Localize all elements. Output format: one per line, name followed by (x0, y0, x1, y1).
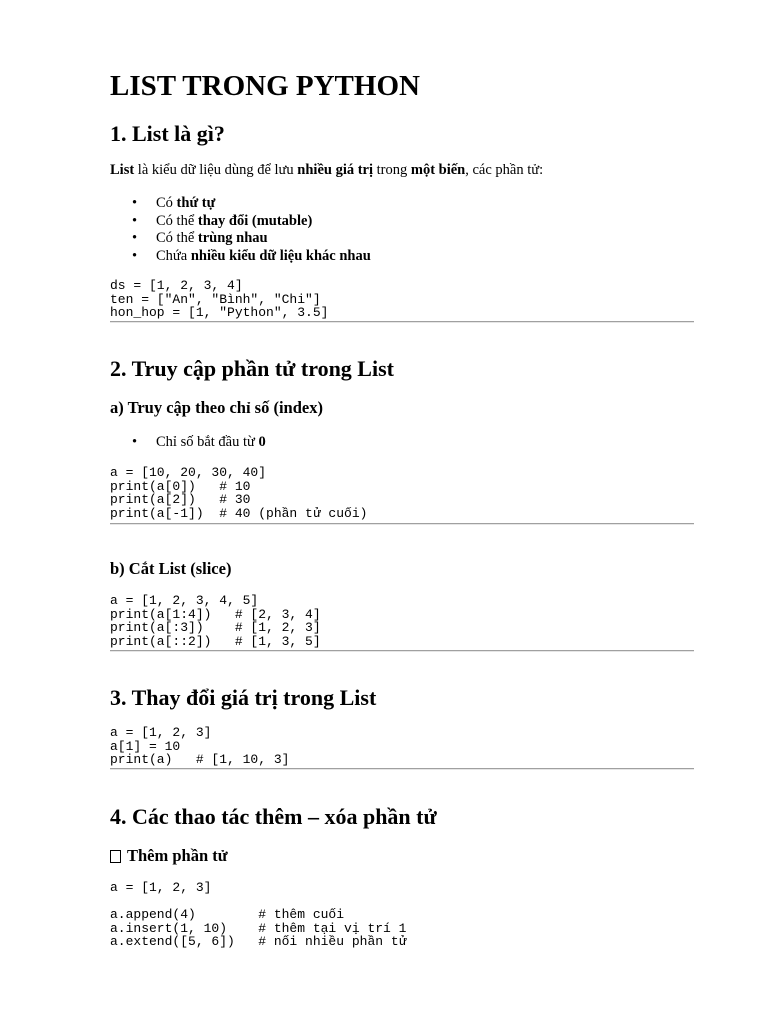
section-3-heading: 3. Thay đổi giá trị trong List (110, 685, 377, 710)
section-4-subheading (110, 846, 228, 866)
checkbox-icon (110, 850, 121, 863)
section-2b-heading: b) Cắt List (slice) (110, 559, 232, 578)
intro-term-one-variable: một biến (410, 162, 466, 178)
section-4-heading: 4. Các thao tác thêm – xóa phần tử (110, 804, 437, 829)
code-block-index-access: a = [10, 20, 30, 40] print(a[0]) # 10 print(a[2]) # 30 print(a[-1]) # 40 (phần tử cuối) (110, 465, 368, 521)
divider (110, 650, 694, 652)
divider (110, 768, 694, 770)
divider (110, 523, 694, 525)
list-item: • Chứa nhiều kiểu dữ liệu khác nhau (110, 248, 371, 266)
list-item: • Có thứ tự (110, 195, 371, 213)
code-block-init: a = [1, 2, 3] (110, 880, 212, 895)
list-item: • Chỉ số bắt đầu từ 0 (110, 434, 266, 452)
section-4-subheading-label: Thêm phần tử (127, 846, 228, 865)
intro-text-3: , các phần tử: (465, 162, 544, 178)
intro-text-2: trong (373, 162, 411, 178)
section-1-intro (110, 162, 543, 179)
intro-term-list: List (110, 162, 135, 178)
list-item: • Có thể thay đổi (mutable) (110, 213, 371, 231)
section-1-bullet-list (110, 195, 371, 265)
code-block-add-methods: a.append(4) # thêm cuối a.insert(1, 10) # thêm tại vị trí 1 a.extend([5, 6]) # nối nhiều phần tử (110, 907, 407, 950)
divider (110, 321, 694, 323)
section-2a-heading: a) Truy cập theo chỉ số (index) (110, 398, 323, 417)
section-2-heading: 2. Truy cập phần tử trong List (110, 356, 394, 381)
intro-term-many-values: nhiều giá trị (297, 162, 374, 178)
list-item: • Có thể trùng nhau (110, 230, 371, 248)
code-block-modify: a = [1, 2, 3] a[1] = 10 print(a) # [1, 10, 3] (110, 725, 290, 768)
section-1-heading: 1. List là gì? (110, 121, 225, 146)
intro-text-1: là kiểu dữ liệu dùng để lưu (134, 162, 298, 178)
section-2a-bullet-list (110, 434, 266, 452)
code-block-slice: a = [1, 2, 3, 4, 5] print(a[1:4]) # [2, 3, 4] print(a[:3]) # [1, 2, 3] print(a[::2]) # [1, 3, 5] (110, 593, 321, 649)
code-block-list-examples: ds = [1, 2, 3, 4] ten = ["An", "Bình", "Chi"] hon_hop = [1, "Python", 3.5] (110, 278, 329, 321)
page-title: LIST TRONG PYTHON (110, 70, 420, 102)
